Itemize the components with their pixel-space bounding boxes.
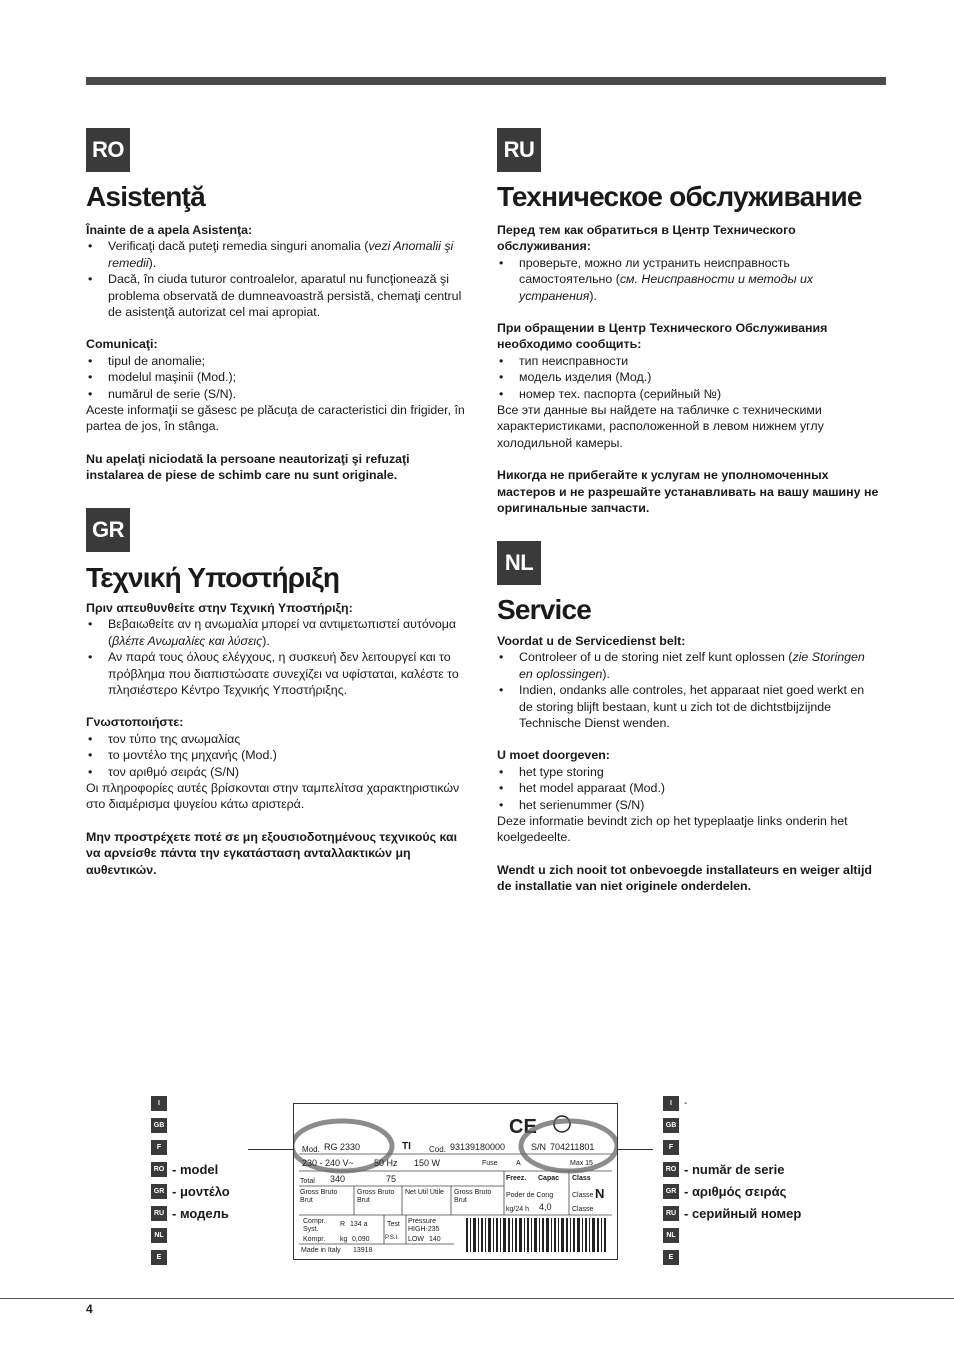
serial-label-ru: - серийный номер — [684, 1206, 802, 1221]
plate-capac: Capac — [538, 1175, 560, 1182]
bullet-list — [86, 353, 468, 402]
list-item: • het serienummer (S/N) — [497, 797, 879, 813]
section-title-gr: Τεχνική Υποστήριξη — [86, 562, 340, 593]
plate-cod-value: 93139180000 — [450, 1142, 506, 1152]
flag-badge-f: F — [663, 1140, 679, 1155]
bullet-list — [497, 255, 879, 304]
plate-total-value2: 75 — [386, 1174, 397, 1184]
plate-kg24: kg/24 h — [506, 1206, 529, 1213]
info-text: Deze informatie bevindt zich op het typeplaatje links onderin het koelgedeelte. — [497, 814, 848, 845]
plate-psi: P.S.I. — [385, 1235, 399, 1241]
plate-low: LOW — [408, 1236, 424, 1243]
plate-kg24-value: 4,0 — [539, 1202, 552, 1212]
list-item: • Αν παρά τους όλους ελέγχους, η συσκευή δεν λειτουργεί και το πρόβλημα που διαπιστώσατε συνεχίζει να υφίσταται, καλέστε το πλησιέστερο Κέντρο Τεχνικής Υποστήριξης. — [86, 649, 468, 698]
flag-badge-i: I — [663, 1096, 679, 1111]
list-item: • Verificaţi dacă puteţi remedia singuri anomalia (vezi Anomalii şi remedii). — [86, 238, 468, 271]
list-item: • проверьте, можно ли устранить неисправность самостоятельно (см. Неисправности и методы их устранения). — [497, 255, 879, 304]
plate-low-value: 140 — [429, 1236, 441, 1243]
plate-total-value: 340 — [330, 1174, 346, 1184]
flag-badge-gb: GB — [663, 1118, 679, 1133]
list-item: • τον τύπο της ανωμαλίας — [86, 731, 468, 747]
section-body-nl — [497, 633, 879, 895]
flag-badge-gr: GR — [151, 1184, 167, 1199]
intro-heading: Voordat u de Servicedienst belt: — [497, 634, 686, 648]
info-text: Οι πληροφορίες αυτές βρίσκονται στην ταμπελίτσα χαρακτηριστικών στο διαμέρισμα ψυγείου κάτω αριστερά. — [86, 781, 460, 812]
flag-badge-f: F — [151, 1140, 167, 1155]
flag-badge-i: I — [151, 1096, 167, 1111]
list-item: • Dacă, în ciuda tuturor controalelor, aparatul nu funcţionează şi problema observată de dumneavoastră persistă, chemaţi centrul de asistenţă autorizat cel mai apropiat. — [86, 271, 468, 320]
flag-badge-gb: GB — [151, 1118, 167, 1133]
flag-badge-gr: GR — [663, 1184, 679, 1199]
plate-frequency: 50 Hz — [374, 1158, 398, 1168]
list-item: • numărul de serie (S/N). — [86, 386, 468, 402]
flag-badge-nl: NL — [663, 1228, 679, 1243]
plate-r: R — [340, 1221, 346, 1228]
bullet-list — [86, 616, 468, 698]
warning-text: Никогда не прибегайте к услугам не уполномоченных мастеров и не разрешайте устанавливать на вашу машину не оригинальные запчасти. — [497, 468, 879, 516]
model-label-ro: - model — [172, 1162, 219, 1177]
serial-label-i: - — [684, 1098, 688, 1109]
model-label-gr: - μοντέλο — [172, 1184, 230, 1199]
plate-sn-label: S/N — [531, 1142, 547, 1152]
plate-kg-value: 0,090 — [352, 1236, 370, 1243]
language-badge-gr: GR — [86, 508, 130, 552]
section-title-ro: Asistenţă — [86, 181, 205, 212]
barcode-icon — [466, 1218, 606, 1252]
plate-amps: A — [516, 1160, 521, 1167]
bullet-list — [86, 238, 468, 320]
section-body-gr — [86, 600, 468, 878]
plate-kg: kg — [340, 1236, 348, 1243]
plate-classe: Classe — [572, 1192, 594, 1199]
plate-mod-label: Mod. — [302, 1145, 320, 1154]
flag-badge-nl: NL — [151, 1228, 167, 1243]
plate-gross3: Gross Bruto Brut — [454, 1189, 492, 1204]
list-item: • het model apparaat (Mod.) — [497, 780, 879, 796]
list-item: • modelul maşinii (Mod.); — [86, 369, 468, 385]
plate-gross1: Gross Bruto Brut — [300, 1189, 338, 1204]
serial-label-gr: - αριθμός σειράς — [684, 1184, 787, 1199]
bullet-list — [497, 353, 879, 402]
plate-compr: Compr. Syst. — [303, 1218, 326, 1233]
plate-mod-value: RG 2330 — [324, 1142, 361, 1152]
info-text: Все эти данные вы найдете на табличке с техническими характеристиками, расположенной в левом нижнем углу холодильной камеры. — [497, 403, 824, 450]
intro-heading: Πριν απευθυνθείτε στην Τεχνική Υποστήριξη: — [86, 601, 353, 615]
flag-badge-ru: RU — [663, 1206, 679, 1221]
plate-classe2: Classe — [572, 1206, 594, 1213]
plate-total-label: Total — [300, 1178, 315, 1185]
list-item: • модель изделия (Мод.) — [497, 369, 879, 385]
plate-kompr: Kompr. — [303, 1236, 326, 1243]
section-title-ru: Техническое обслуживание — [497, 181, 862, 212]
intro-heading: Перед тем как обратиться в Центр Технического обслуживания: — [497, 223, 796, 254]
bullet-list — [86, 731, 468, 780]
plate-watts: 150 W — [414, 1158, 441, 1168]
plate-class: Class — [572, 1175, 591, 1182]
language-badge-ru: RU — [497, 128, 541, 172]
page-number: 4 — [86, 1302, 93, 1316]
list-item: • номер тех. паспорта (серийный №) — [497, 386, 879, 402]
plate-made-number: 13918 — [353, 1247, 373, 1254]
plate-r-value: 134 a — [350, 1221, 368, 1228]
plate-net: Net Util Utile — [405, 1189, 444, 1196]
list-item: • het type storing — [497, 764, 879, 780]
warning-text: Wendt u zich nooit tot onbevoegde installateurs en weiger altijd de installatie van niet originele onderdelen. — [497, 862, 872, 894]
language-badge-nl: NL — [497, 541, 541, 585]
flag-badge-ru: RU — [151, 1206, 167, 1221]
bullet-list — [497, 649, 879, 731]
plate-poder: Poder de Cong — [506, 1192, 554, 1199]
communicate-heading: Comunicaţi: — [86, 337, 158, 352]
communicate-heading: U moet doorgeven: — [497, 748, 610, 763]
plate-gross2: Gross Bruto Brut — [357, 1189, 395, 1204]
serial-leader-line — [613, 1149, 653, 1150]
plate-tl: TI — [402, 1141, 411, 1152]
model-label-ru: - модель — [172, 1206, 229, 1221]
plate-freez: Freez. — [506, 1175, 527, 1182]
communicate-heading: При обращении в Центр Технического Обслуживания необходимо сообщить: — [497, 321, 828, 352]
list-item: • το μοντέλο της μηχανής (Mod.) — [86, 747, 468, 763]
section-body-ru — [497, 222, 879, 517]
list-item: • τον αριθμό σειράς (S/N) — [86, 764, 468, 780]
intro-heading: Înainte de a apela Asistenţa: — [86, 223, 253, 237]
section-title-nl: Service — [497, 594, 592, 625]
serial-label-ro: - număr de serie — [684, 1162, 785, 1177]
top-rule — [86, 77, 886, 85]
list-item: • тип неисправности — [497, 353, 879, 369]
plate-voltage: 230 - 240 V~ — [302, 1158, 354, 1168]
flag-badge-ro: RO — [151, 1162, 167, 1177]
flag-badge-e: E — [663, 1250, 679, 1265]
plate-made-in: Made in Italy — [301, 1247, 341, 1254]
flag-badge-e: E — [151, 1250, 167, 1265]
section-body-ro — [86, 222, 468, 484]
plate-pressure: Pressure — [408, 1218, 437, 1225]
plate-fuse: Fuse — [482, 1160, 498, 1167]
plate-class-value: N — [595, 1186, 605, 1201]
list-item: • tipul de anomalie; — [86, 353, 468, 369]
warning-text: Nu apelaţi niciodată la persoane neautorizaţi şi refuzaţi instalarea de piese de schimb care nu sunt originale. — [86, 451, 410, 483]
plate-test: Test — [387, 1221, 400, 1228]
list-item: • Indien, ondanks alle controles, het apparaat niet goed werkt en de storing blijft bestaan, kunt u zich tot de dichtstbijzijnde Technische Dienst wenden. — [497, 682, 879, 731]
plate-sn-value: 704211801 — [550, 1142, 595, 1152]
plate-high: HIGH-235 — [408, 1226, 440, 1233]
info-text: Aceste informaţii se găsesc pe plăcuţa de caracteristici din frigider, în partea de jos, în stânga. — [86, 403, 465, 434]
list-item: • Βεβαιωθείτε αν η ανωμαλία μπορεί να αντιμετωπιστεί αυτόνομα (βλέπε Ανωμαλίες και λύσεις). — [86, 616, 468, 649]
footer-rule — [0, 1298, 954, 1299]
language-badge-ro: RO — [86, 128, 130, 172]
ce-mark-icon: CE — [509, 1116, 537, 1138]
list-item: • Controleer of u de storing niet zelf kunt oplossen (zie Storingen en oplossingen). — [497, 649, 879, 682]
plate-max: Max 15 — [570, 1160, 593, 1167]
communicate-heading: Γνωστοποιήστε: — [86, 715, 184, 730]
rating-plate — [293, 1103, 618, 1260]
flag-badge-ro: RO — [663, 1162, 679, 1177]
plate-cod-label: Cod. — [429, 1145, 446, 1154]
bullet-list — [497, 764, 879, 813]
warning-text: Μην προστρέχετε ποτέ σε μη εξουσιοδοτημένους τεχνικούς και να αρνείσθε πάντα την εγκατάσταση ανταλλακτικών μη αυθεντικών. — [86, 829, 458, 877]
